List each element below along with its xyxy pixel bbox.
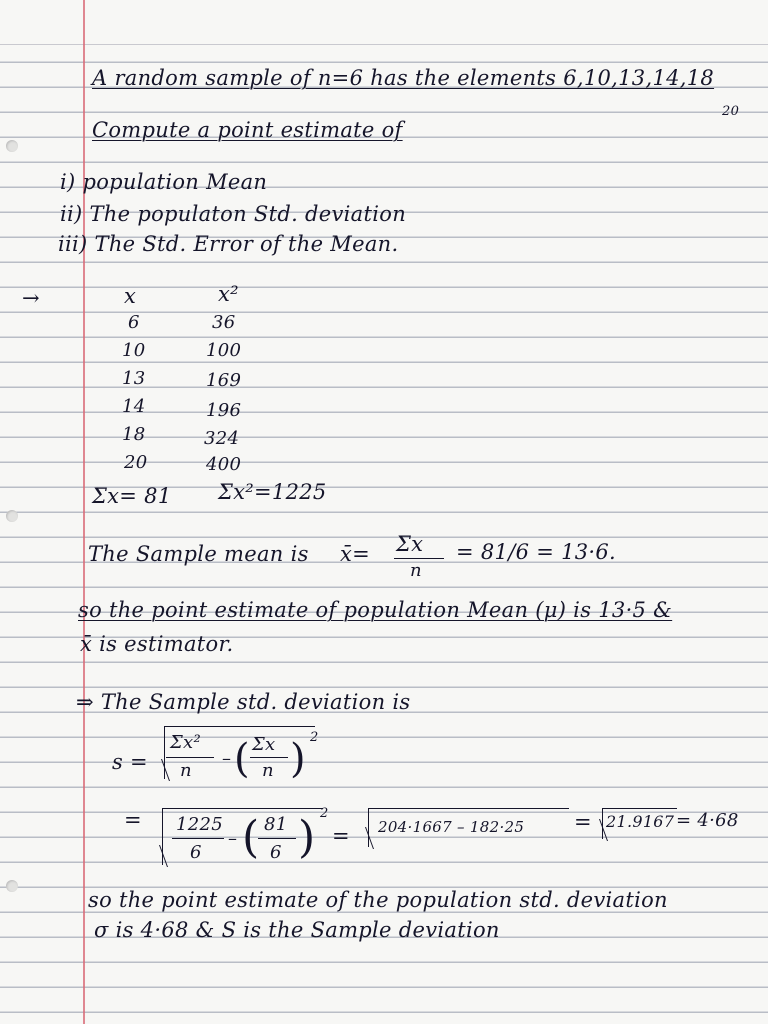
equals-sign: = — [332, 824, 350, 848]
radicand: 21.9167 — [606, 812, 675, 831]
table-cell-x2: 169 — [206, 370, 242, 391]
question-item: iii) The Std. Error of the Mean. — [58, 232, 399, 256]
minus-sign: – — [228, 828, 238, 849]
table-cell-x: 14 — [122, 396, 146, 417]
sum-x: Σx= 81 — [92, 484, 172, 508]
equals-sign: = — [124, 808, 142, 832]
estimate-mean-line-1: so the point estimate of population Mean (μ) is 13·5 & — [78, 598, 673, 622]
exponent: 2 — [320, 806, 329, 821]
open-paren: ( — [234, 736, 250, 782]
table-cell-x2: 400 — [206, 454, 242, 475]
mean-result: = 81/6 = 13·6. — [456, 540, 617, 564]
close-paren: ) — [298, 812, 316, 863]
f2-denominator: n — [262, 760, 274, 781]
f1-numerator: Σx² — [170, 732, 201, 753]
column-header-x-squared: x² — [218, 282, 239, 306]
final-value: = 4·68 — [676, 810, 739, 831]
binder-hole — [6, 510, 18, 522]
binder-hole — [6, 140, 18, 152]
table-cell-x2: 100 — [206, 340, 242, 361]
open-paren: ( — [242, 812, 260, 863]
mean-numerator: Σx — [396, 532, 424, 556]
table-cell-x2: 324 — [204, 428, 240, 449]
page-top-margin — [0, 0, 768, 45]
fraction-bar — [258, 838, 296, 839]
equals-sign: = — [574, 810, 592, 834]
table-cell-x: 18 — [122, 424, 146, 445]
margin-line — [83, 0, 85, 1024]
fraction-bar — [394, 558, 444, 559]
problem-line-2: Compute a point estimate of — [92, 118, 403, 142]
mean-prefix: The Sample mean is — [88, 542, 309, 566]
mean-denominator: n — [410, 560, 422, 581]
table-cell-x2: 36 — [212, 312, 236, 333]
conclusion-line-2: σ is 4·68 & S is the Sample deviation — [94, 918, 500, 942]
g1-numerator: 1225 — [176, 814, 224, 835]
question-item: i) population Mean — [60, 170, 268, 194]
binder-hole — [6, 880, 18, 892]
table-cell-x: 6 — [128, 312, 140, 333]
fraction-bar — [172, 838, 224, 839]
fraction-bar — [250, 757, 288, 758]
radicand: 204·1667 – 182·25 — [378, 818, 525, 836]
question-item: ii) The populaton Std. deviation — [60, 202, 407, 226]
fraction-bar — [166, 757, 214, 758]
table-cell-x: 10 — [122, 340, 146, 361]
arrow-icon: → — [22, 286, 40, 310]
table-cell-x2: 196 — [206, 400, 242, 421]
g2-numerator: 81 — [264, 814, 288, 835]
std-intro: ⇒ The Sample std. deviation is — [76, 690, 411, 714]
table-cell-x: 13 — [122, 368, 146, 389]
conclusion-line-1: so the point estimate of the population std. deviation — [88, 888, 668, 912]
g1-denominator: 6 — [190, 842, 202, 863]
f1-denominator: n — [180, 760, 192, 781]
column-header-x: x — [124, 284, 137, 308]
estimate-mean-line-2: x̄ is estimator. — [80, 632, 234, 656]
exponent: 2 — [310, 730, 319, 745]
problem-line-1: A random sample of n=6 has the elements 6,10,13,14,18 — [92, 66, 715, 90]
close-paren: ) — [290, 736, 306, 782]
g2-denominator: 6 — [270, 842, 282, 863]
s-equals: s = — [112, 750, 148, 774]
mean-xbar: x̄= — [340, 542, 371, 566]
problem-line-1-tail: 20 — [722, 104, 740, 119]
table-cell-x: 20 — [124, 452, 148, 473]
f2-numerator: Σx — [252, 734, 276, 755]
minus-sign: – — [222, 748, 232, 769]
sum-x-squared: Σx²=1225 — [218, 480, 327, 504]
